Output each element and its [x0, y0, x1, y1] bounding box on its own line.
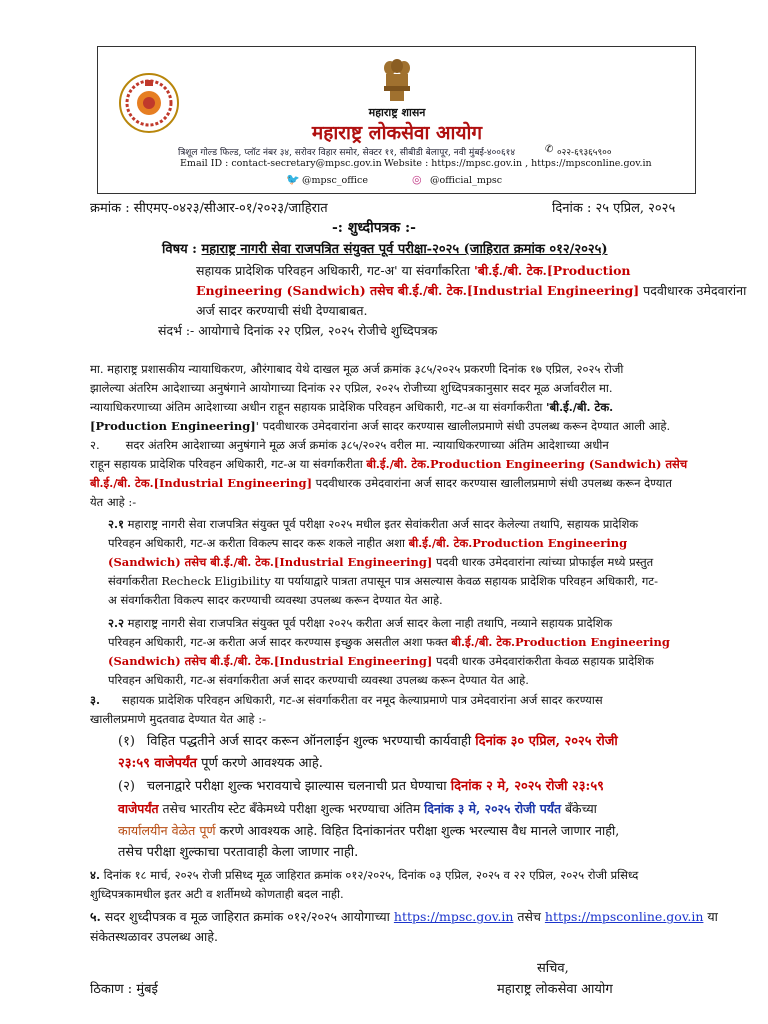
para5-text: तसेच: [513, 909, 545, 924]
para22-line2: [108, 633, 670, 652]
para22-text: पदवी धारक उमेदवारांकरीता केवळ सहायक प्रादेशिक: [432, 654, 654, 668]
para1-line1: मा. महाराष्ट्र प्रशासकीय न्यायाधिकरण, औरंगाबाद येथे दाखल मूळ अर्ज क्रमांक ३८५/२०२५ प्रकरणी दिनांक १७ एप्रिल, २०२५ रोजी: [90, 362, 624, 376]
address-text: त्रिशूल गोल्ड फिल्ड, प्लॉट नंबर ३४, सरोवर विहार समोर, सेक्टर ११, सीबीडी बेलापूर, नवी मुंबई-४००६१४: [178, 148, 515, 158]
para21-text: महाराष्ट्र नागरी सेवा राजपत्रित संयुक्त पूर्व परीक्षा २०२५ मधील इतर सेवांकरीता अर्ज सादर केलेल्या तथापि, सहायक प्रादेशिक: [123, 517, 639, 531]
para3-item2-line1: [118, 777, 604, 797]
para1-text: ' पदवीधारक उमेदवारांना अर्ज सादर करण्यास खालीलप्रमाणे संधी उपलब्ध करून देण्यात आली आहे.: [255, 419, 671, 433]
para21-line1: [108, 515, 638, 534]
item1-text: विहित पद्धतीने अर्ज सादर करून ऑनलाईन शुल्क भरण्याची कार्यवाही: [146, 734, 476, 749]
para1-highlight: [Production Engineering]: [90, 419, 256, 433]
para1-line3: [90, 398, 613, 417]
para5-text: या: [703, 909, 718, 924]
signature-title: सचिव,: [537, 961, 569, 976]
para3-item2-line4: तसेच परीक्षा शुल्काचा परतावाही केला जाणार नाही.: [118, 845, 359, 860]
para5-number: ५.: [90, 909, 101, 924]
para2-line4: येत आहे :-: [90, 495, 137, 509]
subject-label: विषय :: [162, 242, 202, 257]
item1-deadline: दिनांक ३० एप्रिल, २०२५ रोजी: [475, 734, 618, 749]
item2-deadline: दिनांक २ मे, २०२५ रोजी २३:५९: [450, 779, 604, 794]
para3-line1: [90, 691, 603, 710]
item2-text: करणे आवश्यक आहे. विहित दिनांकानंतर परीक्षा शुल्क भरल्यास वैध मानले जाणार नाही,: [215, 823, 620, 838]
para4-line2: शुध्दिपत्रकामधील इतर अटी व शर्तीमध्ये कोणताही बदल नाही.: [90, 887, 344, 901]
mpsc-website-link[interactable]: https://mpsc.gov.in: [393, 909, 514, 924]
para21-text: पदवी धारक उमेदवारांना त्यांच्या प्रोफाईल मध्ये प्रस्तुत: [432, 555, 654, 569]
email-text: Email ID : contact-secretary@mpsc.gov.in: [180, 158, 382, 169]
para21-highlight: बी.ई./बी. टेक.Production Engineering: [408, 536, 628, 550]
website-text: Website : https://mpsc.gov.in , https://mpsconline.gov.in: [384, 158, 652, 169]
para3-item2-line3: [118, 821, 619, 841]
item2-bank-deadline: दिनांक ३ मे, २०२५ रोजी पर्यंत: [424, 801, 562, 816]
para1-line4: [90, 417, 670, 436]
item1-text: पूर्ण करणे आवश्यक आहे.: [196, 756, 323, 771]
item2-office-hours: कार्यालयीन वेळेत पूर्ण: [118, 823, 216, 838]
para22-line3: [108, 652, 654, 671]
para22-number: २.२: [108, 616, 124, 630]
para1-highlight: 'बी.ई./बी. टेक.: [546, 400, 614, 414]
document-title: -: शुध्दीपत्रक :-: [332, 220, 416, 236]
subject-text: पदवीधारक उमेदवारांना: [639, 283, 747, 298]
item1-deadline: २३:५९ वाजेपर्यंत: [118, 756, 197, 771]
reference-line: संदर्भ :- आयोगाचे दिनांक २२ एप्रिल, २०२५ रोजीचे शुध्दिपत्रक: [158, 323, 438, 338]
para3-item2-line2: [118, 799, 597, 819]
para5-line1: [90, 907, 718, 926]
para5-text: सदर शुध्दीपत्रक व मूळ जाहिरात क्रमांक ०१२/२०२५ आयोगाच्या: [100, 909, 394, 924]
para22-line1: [108, 614, 612, 633]
para21-line4: संवर्गाकरीता Recheck Eligibility या पर्यायाद्वारे पात्रता तपासून पात्र असल्यास केवळ सहायक प्रादेशिक परिवहन अधिकारी, गट-: [108, 574, 658, 588]
signature-org: महाराष्ट्र लोकसेवा आयोग: [497, 982, 613, 997]
para4-line1: [90, 866, 638, 885]
para22-highlight: बी.ई./बी. टेक.Production Engineering: [451, 635, 670, 649]
mpsc-logo-icon: [118, 72, 180, 134]
twitter-handle: @mpsc_office: [302, 175, 368, 186]
para3-item1-line2: [118, 754, 323, 774]
subject-highlight: 'बी.ई./बी. टेक.[Production: [473, 263, 631, 278]
subject-highlight: Engineering (Sandwich) तसेच बी.ई./बी. टेक.[Industrial Engineering]: [196, 283, 640, 298]
instagram-handle: @official_mpsc: [430, 175, 503, 186]
para22-line4: परिवहन अधिकारी, गट-अ संवर्गाकरीता अर्ज सादर करण्याची व्यवस्था उपलब्ध करून देण्यात येत आहे.: [108, 673, 529, 687]
para3-item1-line1: [118, 732, 618, 752]
para3-text: सहायक प्रादेशिक परिवहन अधिकारी, गट-अ संवर्गाकरीता वर नमूद केल्याप्रमाणे पात्र उमेदवारांना अर्ज सादर करण्यास: [121, 693, 603, 707]
para2-highlight: बी.ई./बी. टेक.Production Engineering (Sandwich) तसेच: [366, 457, 688, 471]
para2-highlight: बी.ई./बी. टेक.[Industrial Engineering]: [90, 476, 313, 490]
reference-number: क्रमांक : सीएमए-०४२३/सीआर-०१/२०२३/जाहिरात: [90, 201, 328, 216]
item2-text: बँकेच्या: [561, 801, 597, 816]
para22-text: महाराष्ट्र नागरी सेवा राजपत्रित संयुक्त पूर्व परीक्षा २०२५ करीता अर्ज सादर केला नाही तथापि, नव्याने सहायक प्रादेशिक: [123, 616, 613, 630]
para1-line2: झालेल्या अंतरिम आदेशाच्या अनुषंगाने आयोगाच्या दिनांक २२ एप्रिल, २०२५ रोजीच्या शुध्दिपत्रकानुसार सदर मूळ अर्जावरील मा.: [90, 381, 613, 395]
document-date: दिनांक : २५ एप्रिल, २०२५: [552, 201, 676, 216]
item2-text: तसेच भारतीय स्टेट बँकेमध्ये परीक्षा शुल्क भरण्याचा अंतिम: [158, 801, 425, 816]
phone-icon: ✆: [545, 144, 554, 155]
para3-line2: खालीलप्रमाणे मुदतवाढ देण्यात येत आहे :-: [90, 712, 266, 726]
subject-line-1: [196, 261, 631, 280]
item1-number: (१): [118, 734, 135, 749]
para2-line1: [90, 436, 609, 455]
subject-line-2: [196, 281, 746, 300]
para21-line5: अ संवर्गाकरीता विकल्प सादर करण्याची व्यवस्था उपलब्ध करून देण्यात येत आहे.: [108, 593, 443, 607]
subject-heading: महाराष्ट्र नागरी सेवा राजपत्रित संयुक्त पूर्व परीक्षा-२०२५ (जाहिरात क्रमांक ०१२/२०२५): [201, 242, 608, 257]
item2-text: चलनाद्वारे परीक्षा शुल्क भरावयाचे झाल्यास चलनाची प्रत घेण्याचा: [146, 779, 451, 794]
para4-number: ४.: [90, 868, 100, 882]
org-name: महाराष्ट्र लोकसेवा आयोग: [311, 122, 483, 144]
para2-text: सदर अंतरिम आदेशाच्या अनुषंगाने मूळ अर्ज क्रमांक ३८५/२०२५ वरील मा. न्यायाधिकरणाच्या अंतिम आदेशाच्या अधीन: [125, 438, 609, 452]
para2-line2: [90, 455, 687, 474]
mpsc-online-link[interactable]: https://mpsconline.gov.in: [544, 909, 704, 924]
place-text: ठिकाण : मुंबई: [90, 982, 158, 997]
para2-text: राहून सहायक प्रादेशिक परिवहन अधिकारी, गट-अ या संवर्गाकरीता: [90, 457, 367, 471]
para4-text: दिनांक १८ मार्च, २०२५ रोजी प्रसिध्द मूळ जाहिरात क्रमांक ०१२/२०२५, दिनांक ०३ एप्रिल, २०२५ व २२ एप्रिल, २०२५ रोजी प्रसिध्द: [99, 868, 639, 882]
para3-number: ३.: [90, 693, 100, 707]
para2-text: पदवीधारक उमेदवारांना अर्ज सादर करण्यास खालीलप्रमाणे संधी उपलब्ध करून देण्यात: [312, 476, 672, 490]
para21-text: परिवहन अधिकारी, गट-अ करीता विकल्प सादर करू शकले नाहीत अशा: [108, 536, 409, 550]
national-emblem-icon: [380, 58, 414, 104]
para21-line2: [108, 534, 627, 553]
instagram-icon: ◎: [412, 173, 422, 186]
subject-text: सहायक प्रादेशिक परिवहन अधिकारी, गट-अ' या संवर्गांकरिता: [196, 263, 474, 278]
para21-highlight: (Sandwich) तसेच बी.ई./बी. टेक.[Industrial Engineering]: [108, 555, 433, 569]
org-line1: महाराष्ट्र शासन: [368, 106, 426, 119]
para5-line2: संकेतस्थळावर उपलब्ध आहे.: [90, 929, 218, 944]
para2-line3: [90, 474, 672, 493]
twitter-icon: 🐦: [286, 173, 300, 186]
item2-deadline: वाजेपर्यंत: [118, 801, 159, 816]
para21-line3: [108, 553, 653, 572]
para1-text: न्यायाधिकरणाच्या अंतिम आदेशाच्या अधीन राहून सहायक प्रादेशिक परिवहन अधिकारी, गट-अ या संवर्गाकरीता: [90, 400, 547, 414]
para21-number: २.१: [108, 517, 124, 531]
subject-line-3: अर्ज सादर करण्याची संधी देण्याबाबत.: [196, 303, 368, 318]
para2-number: २.: [90, 438, 100, 452]
para22-text: परिवहन अधिकारी, गट-अ करीता अर्ज सादर करण्यास इच्छुक असतील अशा फक्त: [108, 635, 452, 649]
subject-line: [162, 240, 608, 259]
para22-highlight: (Sandwich) तसेच बी.ई./बी. टेक.[Industrial Engineering]: [108, 654, 433, 668]
item2-number: (२): [118, 779, 135, 794]
phone-number: ०२२-६९३६५९००: [557, 148, 612, 158]
